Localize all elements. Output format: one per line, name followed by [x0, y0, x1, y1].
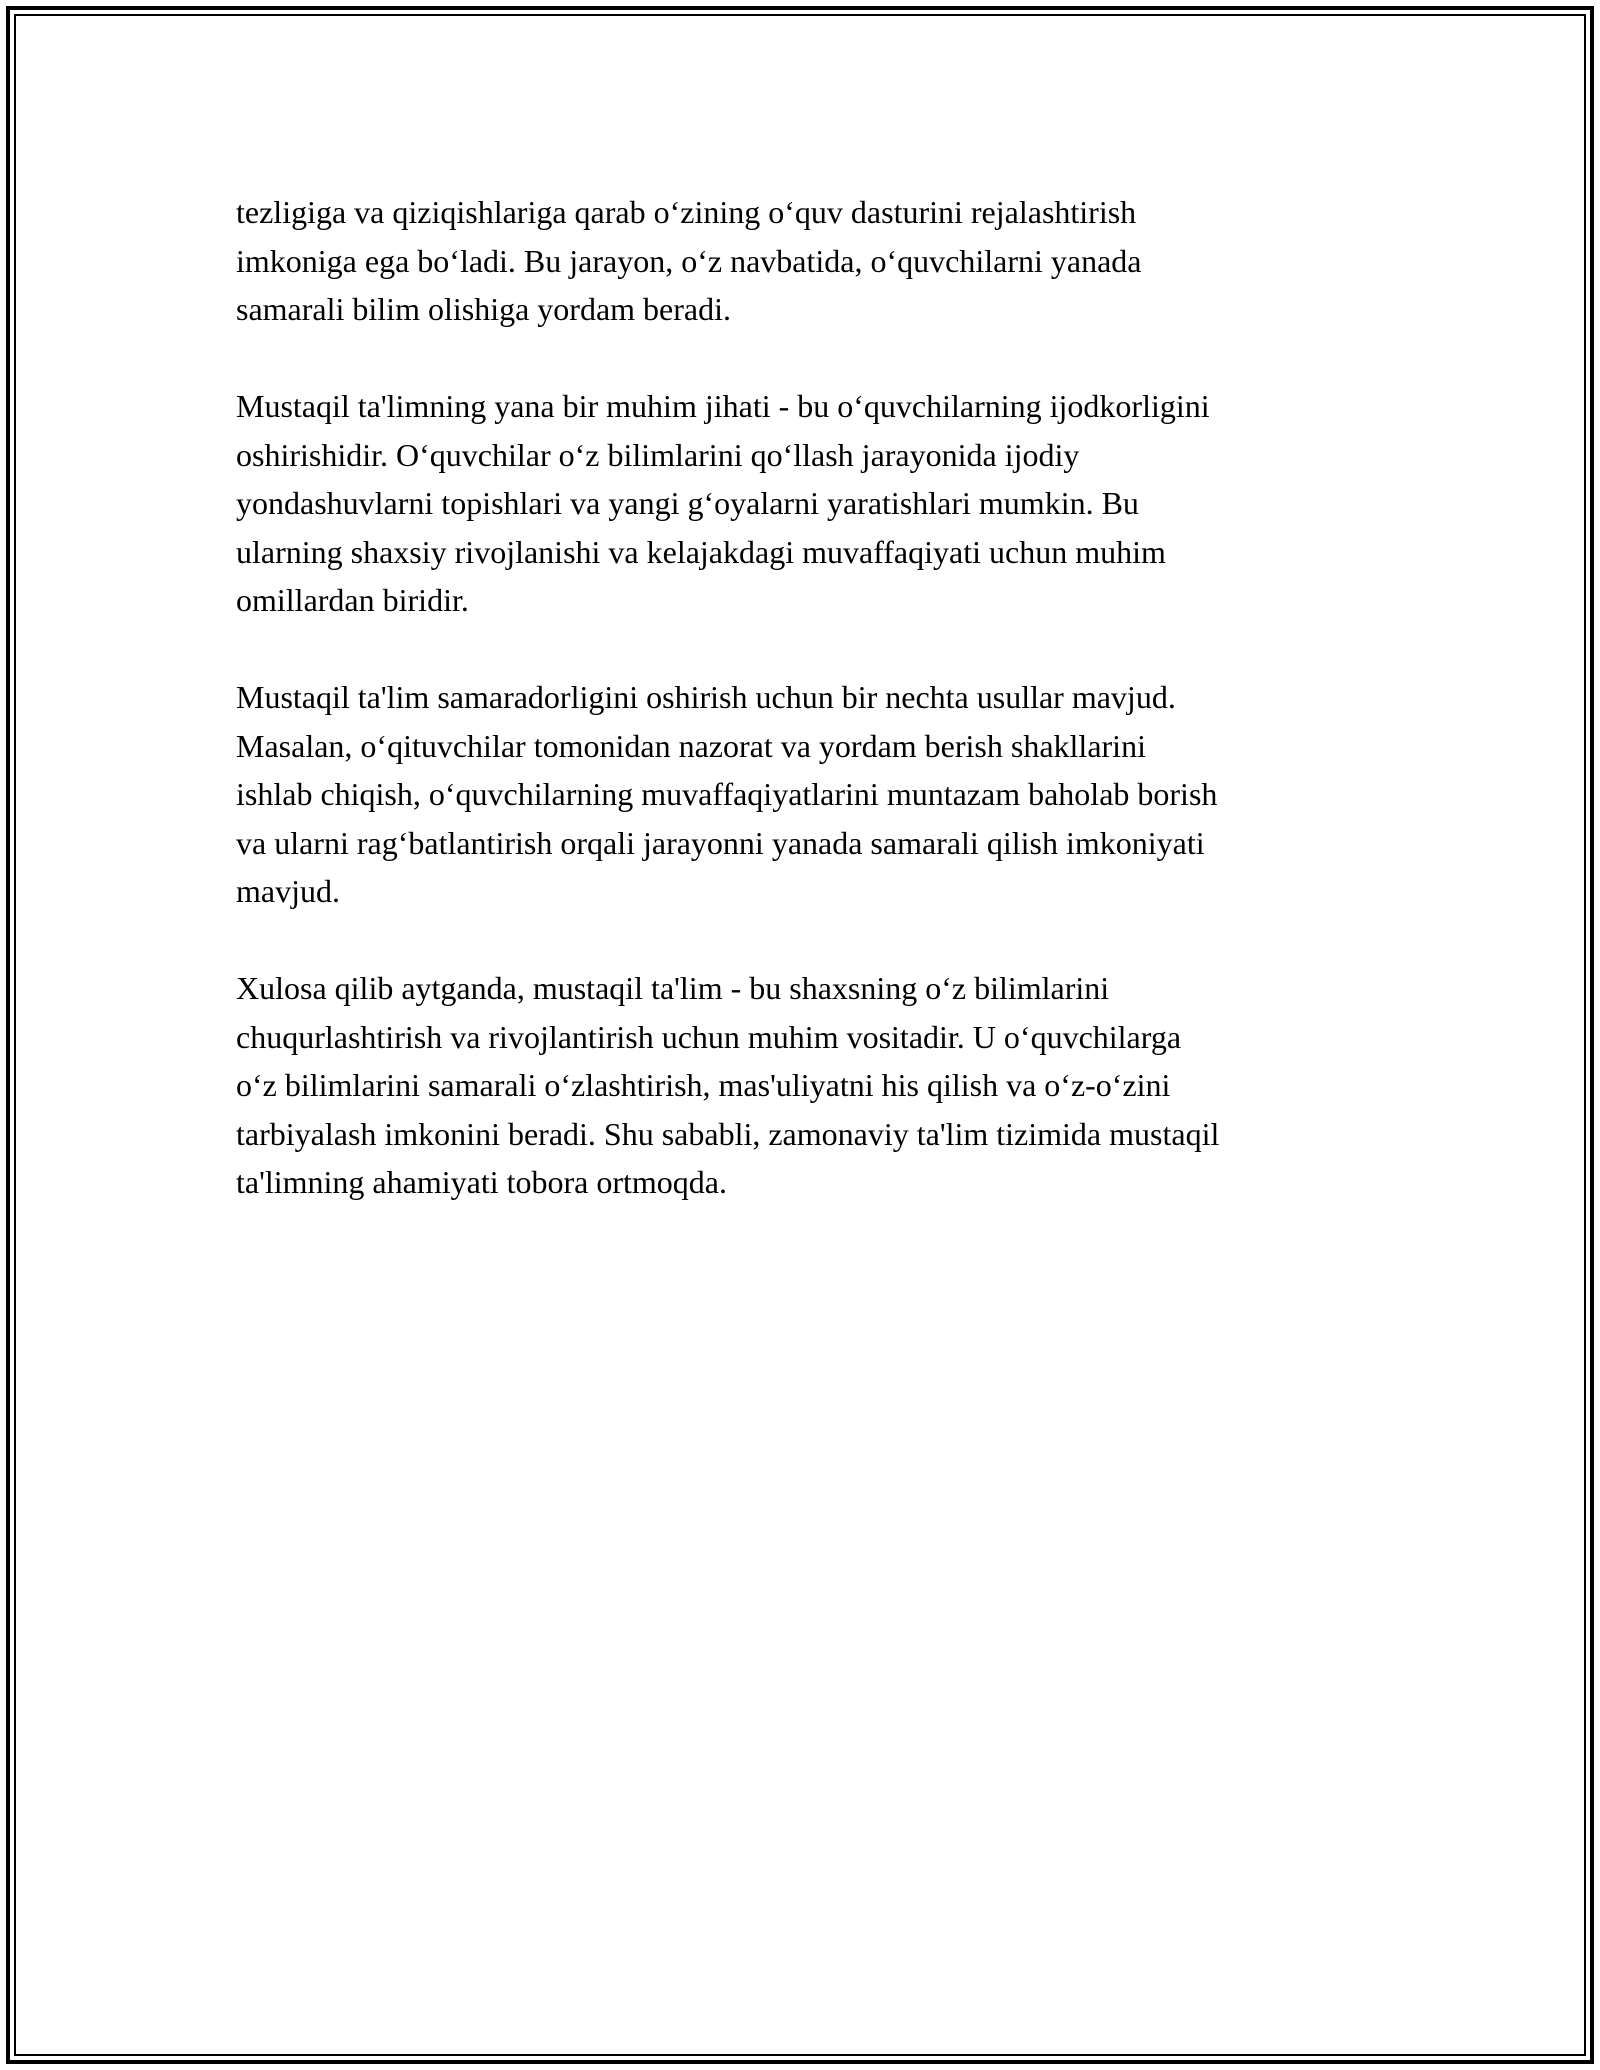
- text-line: ishlab chiqish, o‘quvchilarning muvaffaqiyatlarini muntazam baholab borish: [236, 776, 1218, 812]
- text-line: ularning shaxsiy rivojlanishi va kelajakdagi muvaffaqiyati uchun muhim: [236, 533, 1166, 570]
- text-line: Masalan, o‘qituvchilar tomonidan nazorat va yordam berish shakllarini: [236, 727, 1146, 764]
- text-line: Mustaqil ta'lim samaradorligini oshirish uchun bir nechta usullar mavjud.: [236, 679, 1176, 715]
- paragraph-4: [236, 964, 1386, 1207]
- text-line: yondashuvlarni topishlari va yangi g‘oyalarni yaratishlari mumkin. Bu: [236, 485, 1139, 521]
- text-line: imkoniga ega bo‘ladi. Bu jarayon, o‘z navbatida, o‘quvchilarni yanada: [236, 242, 1142, 279]
- text-line: chuqurlashtirish va rivojlantirish uchun muhim vositadir. U o‘quvchilarga: [236, 1018, 1182, 1055]
- text-line: tezligiga va qiziqishlariga qarab o‘zining o‘quv dasturini rejalashtirish: [236, 194, 1137, 230]
- text-line: mavjud.: [236, 873, 340, 909]
- text-line: va ularni rag‘batlantirish orqali jarayonni yanada samarali qilish imkoniyati: [236, 824, 1205, 861]
- text-line: tarbiyalash imkonini beradi. Shu sababli, zamonaviy ta'lim tizimida mustaqil: [236, 1115, 1220, 1152]
- paragraph-2: [236, 382, 1386, 625]
- text-line: Mustaqil ta'limning yana bir muhim jihati - bu o‘quvchilarning ijodkorligini: [236, 388, 1210, 424]
- text-line: o‘z bilimlarini samarali o‘zlashtirish, mas'uliyatni his qilish va o‘z-o‘zini: [236, 1067, 1171, 1103]
- paragraph-1: [236, 188, 1386, 334]
- text-line: samarali bilim olishiga yordam beradi.: [236, 291, 731, 327]
- text-line: Xulosa qilib aytganda, mustaqil ta'lim - bu shaxsning o‘z bilimlarini: [236, 970, 1110, 1006]
- paragraph-3: [236, 673, 1386, 916]
- text-line: omillardan biridir.: [236, 582, 469, 618]
- document-body: [236, 188, 1386, 1255]
- text-line: ta'limning ahamiyati tobora ortmoqda.: [236, 1164, 727, 1200]
- text-line: oshirishidir. O‘quvchilar o‘z bilimlarini qo‘llash jarayonida ijodiy: [236, 436, 1080, 473]
